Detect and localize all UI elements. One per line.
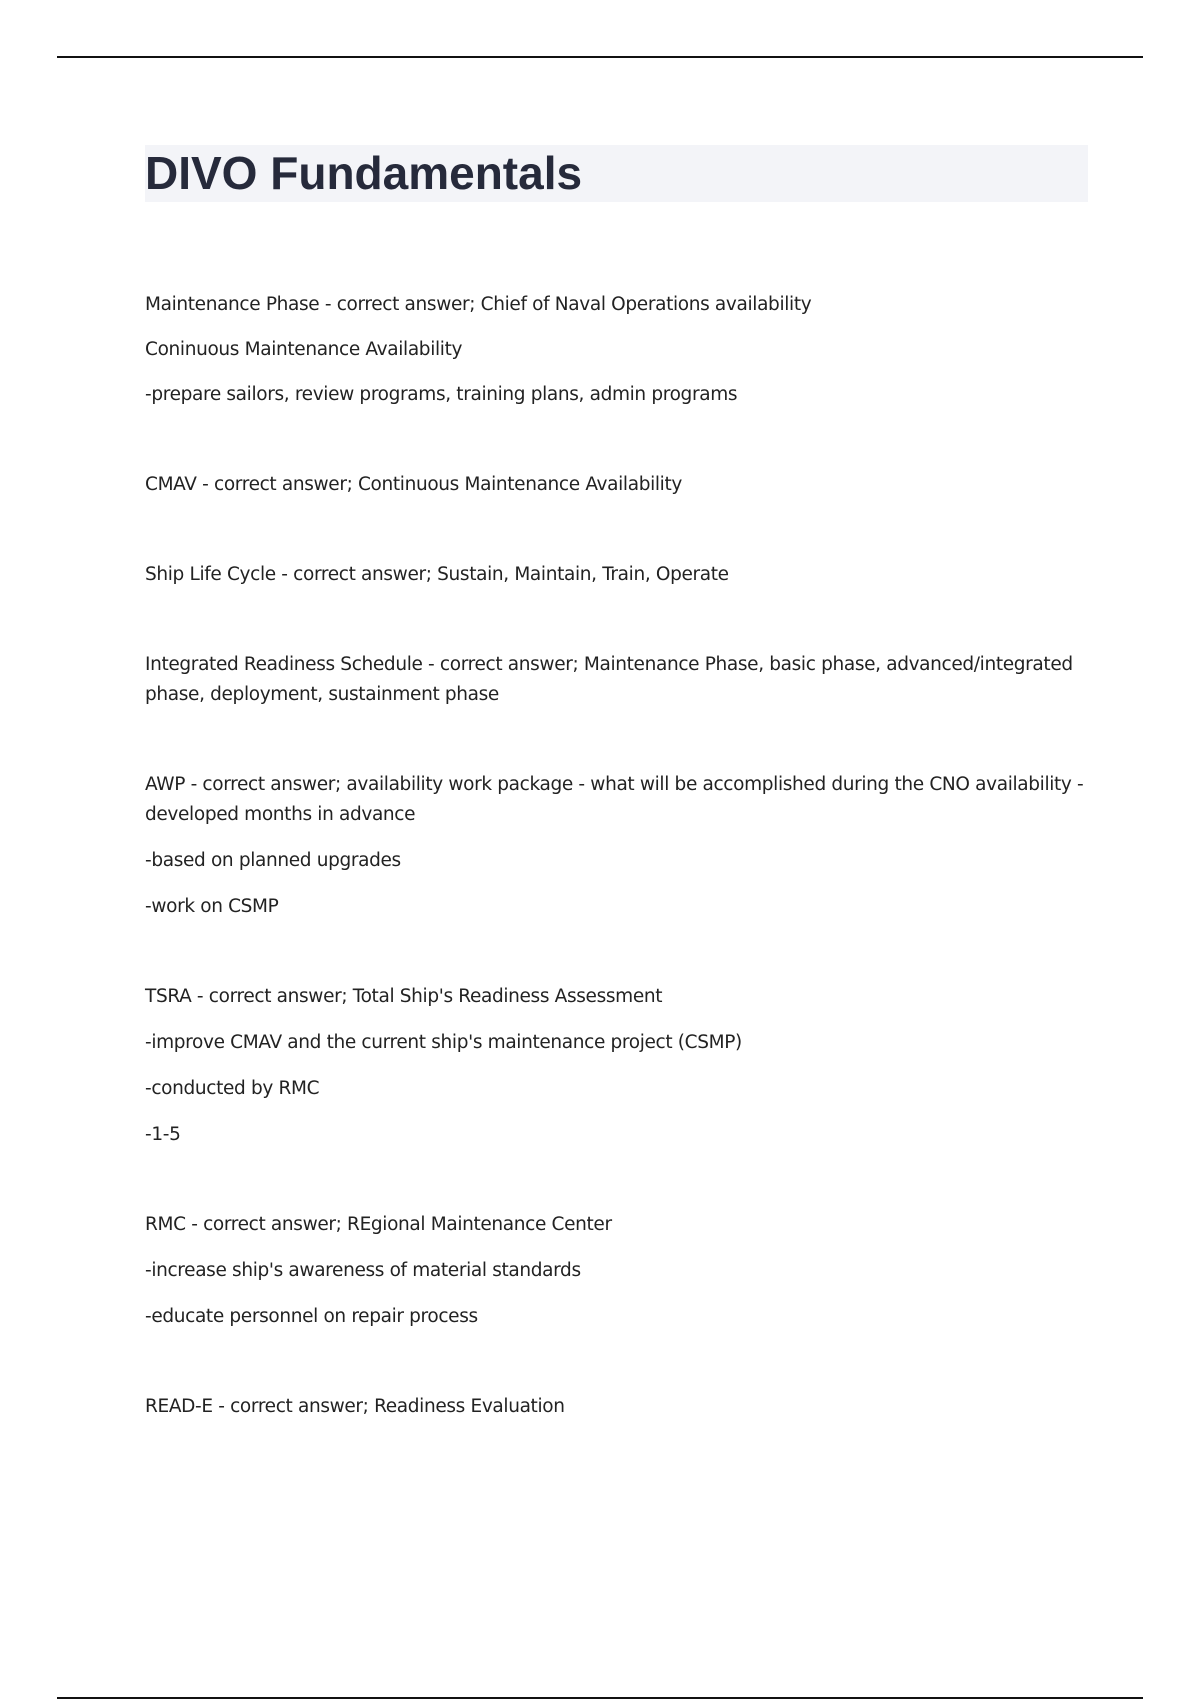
entry-line: -increase ship's awareness of material standards <box>145 1260 581 1281</box>
entry-line: TSRA - correct answer; Total Ship's Readiness Assessment <box>145 986 663 1007</box>
entry-line: AWP - correct answer; availability work package - what will be accomplished during the CNO availability - developed months in advance <box>145 774 1084 825</box>
entry-tsra <box>145 982 1090 1150</box>
entry-line: -work on CSMP <box>145 896 279 917</box>
entry-line: -based on planned upgrades <box>145 850 401 871</box>
top-rule <box>57 56 1143 58</box>
entry-line: RMC - correct answer; REgional Maintenance Center <box>145 1214 612 1235</box>
entry-line: Coninuous Maintenance Availability <box>145 339 463 360</box>
flashcard-list <box>145 290 1090 1422</box>
page-title: DIVO Fundamentals <box>145 147 583 199</box>
entry-line: -1-5 <box>145 1124 181 1145</box>
entry-line: READ-E - correct answer; Readiness Evaluation <box>145 1396 565 1417</box>
entry-maintenance-phase <box>145 290 1090 410</box>
entry-line: -improve CMAV and the current ship's maintenance project (CSMP) <box>145 1032 742 1053</box>
entry-line: -prepare sailors, review programs, training plans, admin programs <box>145 384 738 405</box>
entry-ship-life-cycle <box>145 560 1090 590</box>
entry-line: CMAV - correct answer; Continuous Maintenance Availability <box>145 474 682 495</box>
entry-line: Ship Life Cycle - correct answer; Sustain, Maintain, Train, Operate <box>145 564 729 585</box>
entry-line: -educate personnel on repair process <box>145 1306 478 1327</box>
entry-line: -conducted by RMC <box>145 1078 320 1099</box>
entry-awp <box>145 770 1090 922</box>
entry-cmav <box>145 470 1090 500</box>
entry-read-e <box>145 1392 1090 1422</box>
bottom-rule <box>57 1697 1143 1699</box>
entry-line: Integrated Readiness Schedule - correct answer; Maintenance Phase, basic phase, advanced/integrated phase, deployment, sustainment phase <box>145 654 1073 705</box>
entry-rmc <box>145 1210 1090 1332</box>
entry-line: Maintenance Phase - correct answer; Chief of Naval Operations availability <box>145 294 812 315</box>
entry-integrated-readiness-schedule <box>145 650 1090 710</box>
